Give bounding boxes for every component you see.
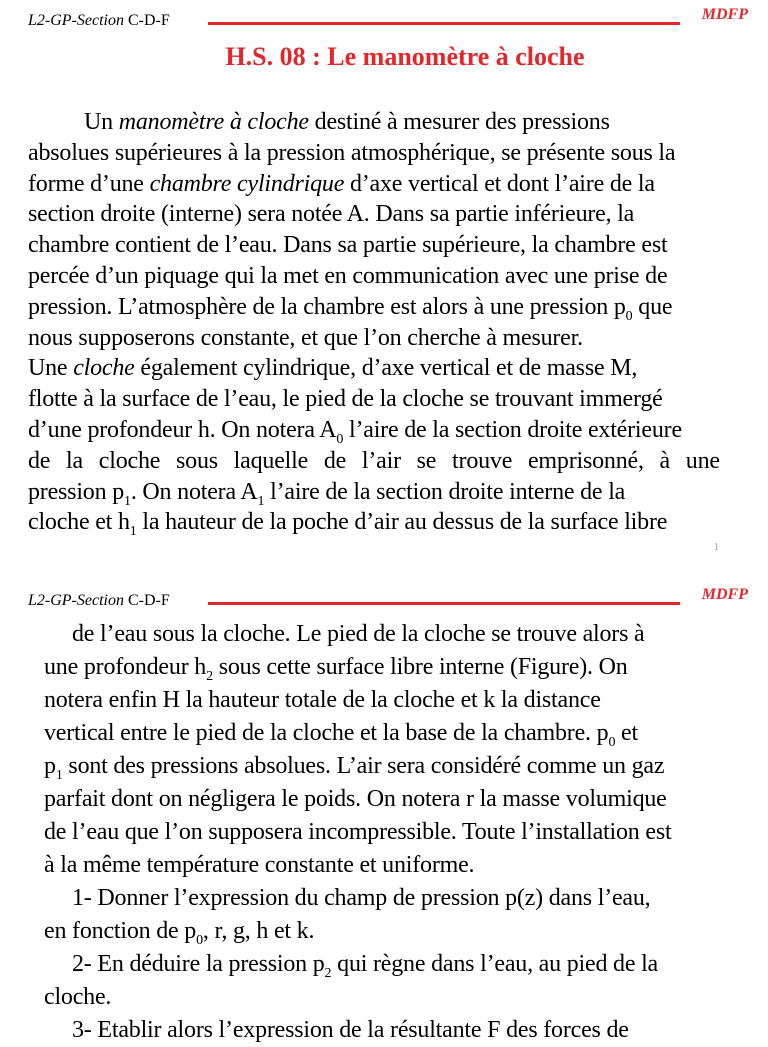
text-line: section droite (interne) sera notée A. Dans sa partie inférieure, la bbox=[28, 201, 635, 228]
text-line: notera enfin H la hauteur totale de la cloche et k la distance bbox=[44, 687, 601, 713]
text-line: cloche. bbox=[44, 984, 112, 1010]
question-2: 2- En déduire la pression $p_2$ qui règne dans l’eau, au pied de la bbox=[72, 951, 659, 981]
header-rule bbox=[208, 22, 680, 25]
text-line: flotte à la surface de l’eau, le pied de la cloche se trouvant immergé bbox=[28, 386, 663, 413]
text-line: pression. L’atmosphère de la chambre est alors à une pression $p_0$ que bbox=[28, 293, 673, 324]
text-line: d’une profondeur h. On notera $A_0$ l’aire de la section droite extérieure bbox=[28, 416, 682, 447]
page-number: 1 bbox=[714, 542, 719, 553]
text-line: de l’eau sous la cloche. Le pied de la cloche se trouve alors à bbox=[72, 621, 645, 647]
text-line: $p_1$ sont des pressions absolues. L’air sera considéré comme un gaz bbox=[44, 753, 665, 783]
text-line: à la même température constante et uniforme. bbox=[44, 852, 475, 878]
page-header-2 bbox=[0, 584, 768, 614]
text-line: chambre contient de l’eau. Dans sa partie supérieure, la chambre est bbox=[28, 232, 668, 259]
text-line: pression $p_1$. On notera $A_1$ l’aire de la section droite interne de la bbox=[28, 478, 626, 509]
text-line: percée d’un piquage qui la met en communication avec une prise de bbox=[28, 262, 668, 289]
text-line: de la cloche sous laquelle de l’air se trouve emprisonné, à une bbox=[28, 447, 720, 474]
text-line: absolues supérieures à la pression atmosphérique, se présente sous la bbox=[28, 139, 676, 166]
page2-paragraph bbox=[44, 618, 730, 1047]
header-course: L2-GP-Section bbox=[28, 12, 124, 29]
question-3: 3- Etablir alors l’expression de la résultante F des forces de bbox=[72, 1017, 629, 1043]
header-section: L2-GP-Section C-D-F bbox=[28, 592, 170, 609]
header-rule bbox=[208, 602, 680, 605]
page-title: H.S. 08 : Le manomètre à cloche bbox=[225, 42, 585, 71]
text-line: parfait dont on négligera le poids. On notera r la masse volumique bbox=[44, 786, 667, 812]
text-line: une profondeur $h_2$ sous cette surface libre interne (Figure). On bbox=[44, 654, 628, 684]
text-line: nous supposerons constante, et que l’on cherche à mesurer. bbox=[28, 324, 583, 351]
text-line: Une cloche également cylindrique, d’axe vertical et de masse M, bbox=[28, 355, 638, 382]
page1-paragraph bbox=[28, 107, 744, 538]
header-groups: C-D-F bbox=[123, 12, 170, 29]
text-line: cloche et $h_1$ la hauteur de la poche d’air au dessus de la surface libre bbox=[28, 509, 668, 540]
header-section bbox=[28, 12, 170, 30]
text-line: forme d’une chambre cylindrique d’axe vertical et dont l’aire de la bbox=[28, 170, 655, 197]
text-line: vertical entre le pied de la cloche et la base de la chambre. $p_0$ et bbox=[44, 720, 638, 750]
header-author: MDFP bbox=[701, 6, 748, 23]
question-1: 1- Donner l’expression du champ de pression p(z) dans l’eau, bbox=[72, 885, 651, 911]
text-line: Un manomètre à cloche destiné à mesurer des pressions bbox=[84, 109, 610, 135]
page-header bbox=[0, 4, 768, 34]
header-author: MDFP bbox=[701, 586, 748, 603]
text-line: en fonction de $p_0$, r, g, h et k. bbox=[44, 918, 315, 948]
text-line: de l’eau que l’on supposera incompressible. Toute l’installation est bbox=[44, 819, 672, 845]
